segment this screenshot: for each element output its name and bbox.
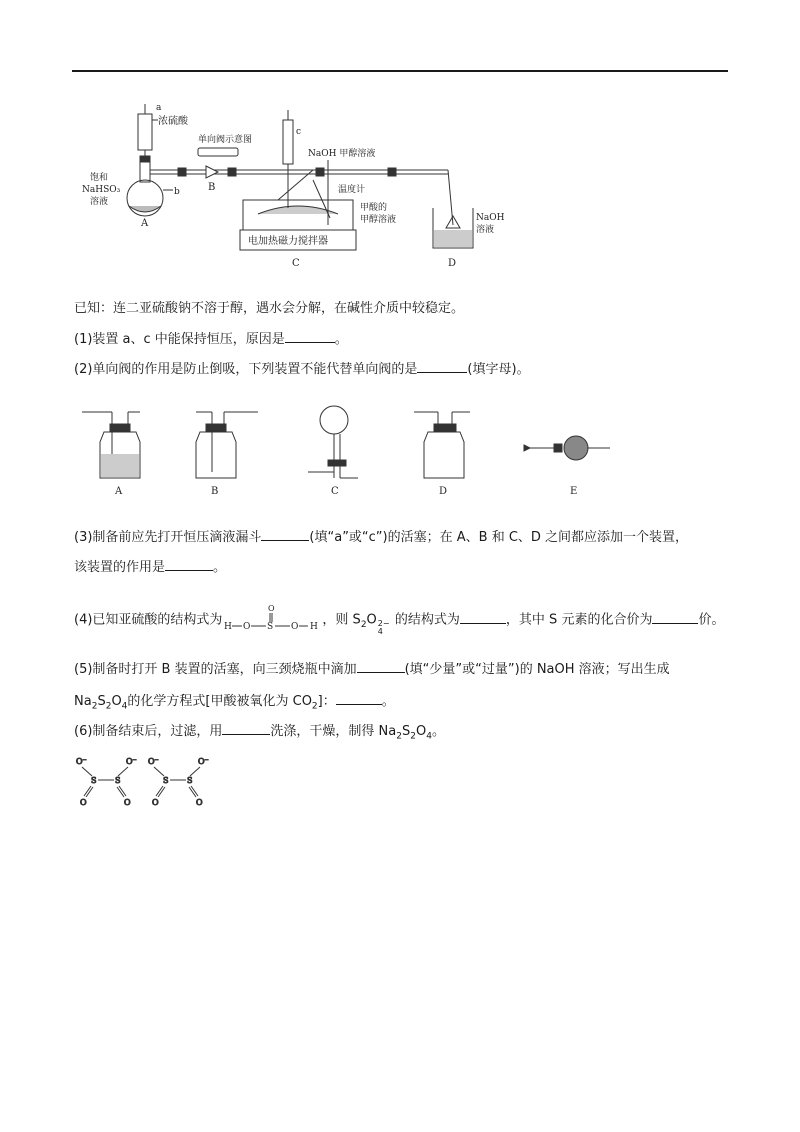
ans-s-1: S	[91, 776, 97, 785]
dropping-funnel-a	[138, 104, 158, 161]
q5-text-1: (5)制备时打开 B 装置的活塞，向三颈烧瓶中滴加	[74, 662, 357, 677]
options-figure	[78, 402, 638, 502]
q2-end: (填字母)。	[467, 362, 530, 377]
label-name-a: A	[141, 218, 149, 229]
question-3-line-1	[74, 528, 688, 547]
q6-sub-4: 4	[426, 731, 432, 742]
struct-o-top: O	[268, 604, 275, 613]
struct-h2: H	[310, 622, 319, 632]
q6-answer-blank[interactable]	[222, 722, 270, 735]
q4-ion-o: O	[366, 612, 377, 628]
dithionite-structure	[74, 752, 224, 808]
option-b-bottle	[196, 412, 258, 478]
struct-o2: O	[291, 622, 299, 632]
dithionite-structure-1	[76, 757, 137, 807]
ans-o-minus-1: O⁻	[76, 757, 87, 766]
question-6	[74, 722, 445, 746]
label-name-b: B	[208, 182, 216, 193]
q3-text-4: 。	[213, 560, 227, 575]
q4-answer-blank-1[interactable]	[460, 611, 506, 624]
q4-text-1: (4)已知亚硫酸的结构式为	[74, 612, 223, 628]
ans-s-3: S	[163, 776, 169, 785]
option-c-apparatus	[308, 406, 358, 478]
label-b: b	[174, 187, 180, 197]
option-c-label: C	[331, 486, 339, 497]
q5-co2-sub: 2	[311, 701, 318, 712]
ans-o-2: O	[124, 798, 131, 807]
option-b-label: B	[211, 486, 219, 497]
sulfurous-acid-structure	[222, 602, 322, 638]
label-nahso3-3: 溶液	[90, 197, 109, 207]
header-rule	[72, 70, 728, 72]
q5-text-5: 。	[381, 694, 395, 709]
q4-text-2: ，则 S	[322, 612, 361, 628]
ans-o-3: O	[152, 798, 159, 807]
q4-text-4: ，其中 S 元素的化合价为	[505, 612, 653, 628]
q4-ion-charge: 2− 4	[377, 619, 390, 636]
q5-answer-blank-1[interactable]	[357, 660, 405, 673]
q3-text-1: (3)制备前应先打开恒压滴液漏斗	[74, 530, 262, 545]
q5-text-4: ]：	[317, 694, 336, 709]
label-thermometer: 温度计	[338, 185, 366, 195]
q6-o: O	[415, 724, 427, 739]
option-d-label: D	[439, 486, 448, 497]
q5-sub-2a: 2	[91, 701, 98, 712]
ans-o-minus-4: O⁻	[198, 757, 209, 766]
question-2	[74, 360, 530, 379]
label-formic-2: 甲醇溶液	[360, 215, 397, 225]
ans-o-4: O	[196, 798, 203, 807]
q5-text-3: 的化学方程式[甲酸被氧化为 CO	[127, 694, 312, 709]
question-5-line-2	[74, 692, 395, 716]
q4-text-5: 价。	[698, 612, 725, 628]
option-a-bottle	[82, 412, 140, 478]
option-e-label: E	[570, 486, 578, 497]
beaker-d	[433, 208, 473, 248]
dithionite-structure-2	[148, 757, 209, 807]
question-3-line-2	[74, 558, 226, 577]
ans-o-minus-2: O⁻	[126, 757, 137, 766]
label-name-c: C	[292, 258, 300, 269]
q5-sub-4: 4	[121, 701, 128, 712]
q5-text-2: (填“少量”或“过量”)的 NaOH 溶液；写出生成	[404, 662, 670, 677]
q5-sub-2b: 2	[105, 701, 112, 712]
q4-text-3: 的结构式为	[390, 612, 460, 628]
valve-diagram	[198, 148, 238, 156]
question-1	[74, 330, 348, 349]
q3-text-2: (填“a”或“c”)的活塞；在 A、B 和 C、D 之间都应添加一个装置，	[309, 530, 689, 545]
q5-s: S	[97, 694, 106, 709]
label-naoh-methanol: NaOH 甲醇溶液	[308, 149, 376, 159]
ans-s-2: S	[115, 776, 121, 785]
q6-s: S	[401, 724, 411, 739]
q2-answer-blank[interactable]	[417, 360, 467, 373]
option-d-bottle	[414, 412, 470, 478]
struct-s: S	[267, 622, 274, 632]
q4-ion-sub-2: 2	[360, 620, 367, 631]
q1-answer-blank[interactable]	[285, 330, 335, 343]
three-neck-flask-c	[240, 110, 453, 250]
known-statement: 已知：连二亚硫酸钠不溶于醇，遇水会分解，在碱性介质中较稳定。	[74, 301, 465, 316]
q3-answer-blank-2[interactable]	[165, 558, 213, 571]
label-naoh-d-2: 溶液	[476, 225, 495, 235]
q4-answer-blank-2[interactable]	[652, 611, 698, 624]
q3-text-3: 该装置的作用是	[74, 560, 166, 575]
label-naoh-d-1: NaOH	[476, 213, 505, 223]
q1-end: 。	[334, 332, 348, 347]
option-a-label: A	[115, 486, 123, 497]
label-formic-1: 甲酸的	[360, 203, 388, 213]
q3-answer-blank-1[interactable]	[261, 528, 309, 541]
label-name-d: D	[448, 258, 457, 269]
struct-h1: H	[224, 622, 233, 632]
label-c: c	[296, 127, 302, 137]
label-nahso3-1: 饱和	[90, 173, 109, 183]
q6-sub-2b: 2	[410, 731, 416, 742]
q6-sub-2a: 2	[396, 731, 402, 742]
option-e-drying-tube	[524, 436, 610, 460]
q5-o: O	[111, 694, 122, 709]
label-valve-caption: 单向阀示意图	[198, 135, 253, 145]
q5-answer-blank-2[interactable]	[336, 692, 382, 705]
apparatus-figure	[78, 100, 548, 270]
label-stirrer: 电加热磁力搅拌器	[248, 236, 328, 247]
ans-s-4: S	[187, 776, 193, 785]
ans-o-1: O	[80, 798, 87, 807]
q6-text-2: 洗涤，干燥，制得 Na	[270, 724, 397, 739]
question-4	[74, 602, 724, 638]
q2-text: (2)单向阀的作用是防止倒吸，下列装置不能代替单向阀的是	[74, 362, 418, 377]
label-nahso3-2: NaHSO₃	[82, 185, 121, 195]
q6-end: 。	[431, 724, 445, 739]
q1-text: (1)装置 a、c 中能保持恒压，原因是	[74, 332, 285, 347]
struct-o1: O	[243, 622, 251, 632]
question-5-line-1	[74, 660, 670, 679]
q6-text-1: (6)制备结束后，过滤，用	[74, 724, 223, 739]
ans-o-minus-3: O⁻	[148, 757, 159, 766]
label-conc-h2so4: 浓硫酸	[158, 116, 188, 127]
q5-na: Na	[74, 694, 92, 709]
label-a: a	[156, 103, 162, 113]
